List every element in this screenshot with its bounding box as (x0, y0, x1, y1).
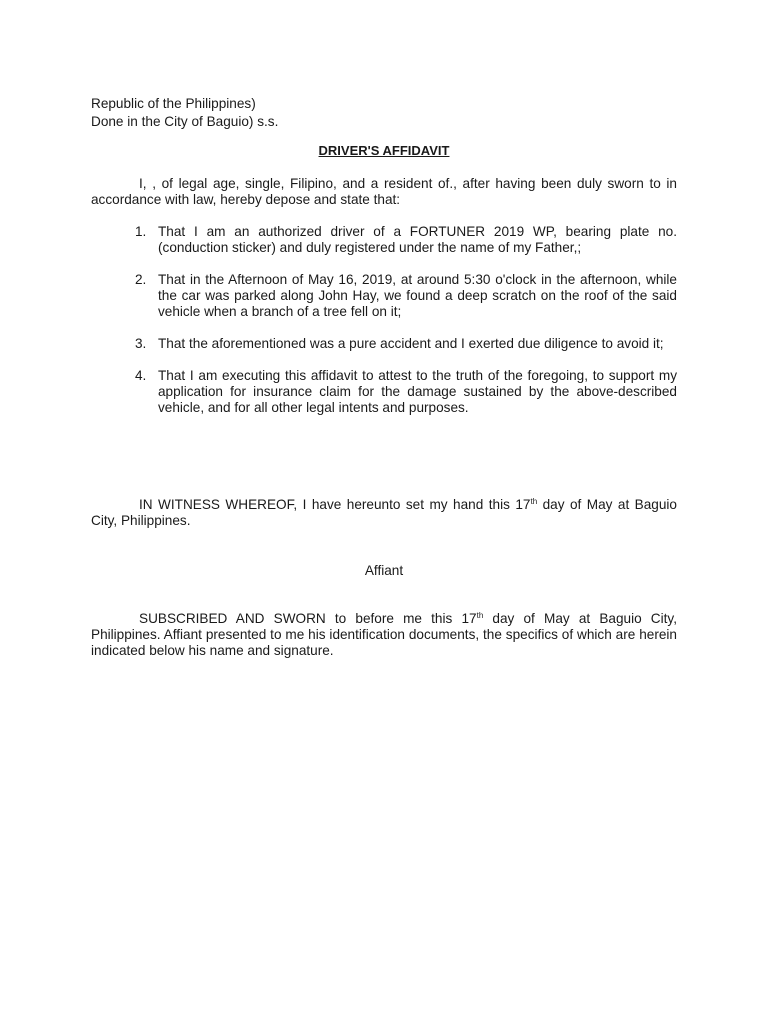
jurat-paragraph (91, 611, 677, 659)
witness-text-end: day of May at Baguio City, Philippines. (91, 497, 677, 528)
document-title: DRIVER'S AFFIDAVIT (318, 143, 450, 158)
statement-number: 3. (135, 336, 147, 351)
witness-ordinal-suffix: th (530, 497, 538, 506)
jurat-text-end: day of May at Baguio City, Philippines. Affiant presented to me his identification documents, the specifics of which are herein indicated below his name and signature. (91, 611, 677, 658)
affiant-label: Affiant (364, 563, 404, 578)
witness-paragraph (91, 497, 677, 529)
statement-item-4 (91, 368, 677, 416)
statement-text: That in the Afternoon of May 16, 2019, at around 5:30 o'clock in the afternoon, while the car was parked along John Hay, we found a deep scratch on the roof of the said vehicle when a branch of a tree fell on it; (158, 272, 677, 319)
jurat-ordinal-suffix: th (476, 611, 484, 620)
venue-line-city: Done in the City of Baguio) s.s. (91, 114, 279, 129)
statement-number: 1. (135, 224, 147, 239)
statement-number: 4. (135, 368, 147, 383)
intro-paragraph: I, , of legal age, single, Filipino, and a resident of., after having been duly sworn to in accordance with law, hereby depose and state that: (91, 176, 677, 207)
statement-number: 2. (135, 272, 147, 287)
witness-text-start: IN WITNESS WHEREOF, I have hereunto set my hand this 17 (139, 497, 531, 512)
statement-text: That I am executing this affidavit to attest to the truth of the foregoing, to support my application for insurance claim for the damage sustained by the above-described vehicle, and for all other legal intents and purposes. (158, 368, 677, 415)
venue-header (91, 95, 278, 131)
statement-text: That the aforementioned was a pure accident and I exerted due diligence to avoid it; (158, 336, 664, 351)
venue-line-republic: Republic of the Philippines) (91, 96, 256, 111)
statement-item-3 (91, 336, 677, 352)
jurat-text-start: SUBSCRIBED AND SWORN to before me this 17 (139, 611, 477, 626)
statement-item-2 (91, 272, 677, 320)
statement-list (91, 224, 677, 432)
statement-item-1 (91, 224, 677, 256)
statement-text: That I am an authorized driver of a FORTUNER 2019 WP, bearing plate no. (conduction sticker) and duly registered under the name of my Father,; (158, 224, 677, 255)
